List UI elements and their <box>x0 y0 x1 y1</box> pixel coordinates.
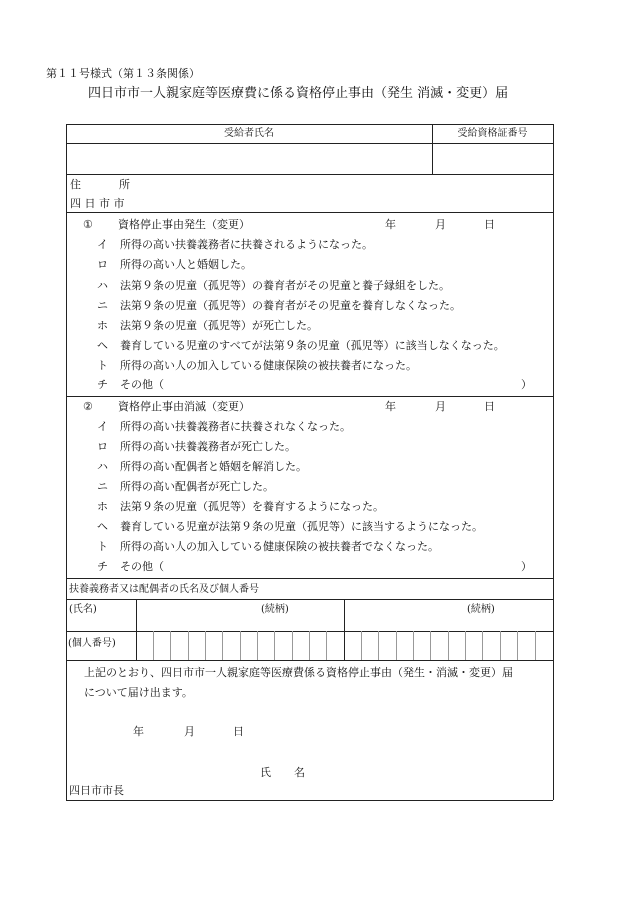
section2-item-text[interactable]: 養育している児童が法第９条の児童（孤児等）に該当するようになった。 <box>120 520 483 533</box>
section2-item-kana: ロ <box>97 440 108 453</box>
section2-item-kana: イ <box>97 420 108 433</box>
section2-item-kana: ホ <box>97 500 108 513</box>
section2-item-text[interactable]: その他（ <box>120 560 164 573</box>
section1-item-text[interactable]: 法第９条の児童（孤児等）が死亡した。 <box>120 319 318 332</box>
recipient-name-header: 受給者氏名 <box>224 128 274 139</box>
section1-item-kana: ニ <box>97 299 108 312</box>
applicant-name-field[interactable] <box>320 762 540 782</box>
recipient-number-header: 受給資格証番号 <box>457 128 528 139</box>
section2-item-text[interactable]: 所得の高い配偶者が死亡した。 <box>120 480 274 493</box>
section2-item-kana: ハ <box>97 460 108 473</box>
declaration-text-line2: について届け出ます。 <box>84 686 193 699</box>
section1-item-text[interactable]: 所得の高い人の加入している健康保険の被扶養者になった。 <box>120 359 417 372</box>
section2-year-label: 年 <box>385 400 396 413</box>
section2-item-kana: ヘ <box>97 520 108 533</box>
recipient-number-field[interactable] <box>433 144 552 173</box>
section2-item-kana: ニ <box>97 480 108 493</box>
supporter-1-name-field[interactable] <box>137 616 343 630</box>
section1-item-kana: ヘ <box>97 339 108 352</box>
supporter-heading: 扶養義務者又は配偶者の氏名及び個人番号 <box>69 584 259 595</box>
address-label-2: 所 <box>119 178 130 191</box>
declaration-year-label: 年 <box>133 725 144 738</box>
address-field[interactable] <box>140 176 550 210</box>
section2-item-text[interactable]: 所得の高い配偶者と婚姻を解消した。 <box>120 460 307 473</box>
addressee: 四日市市長 <box>69 784 124 797</box>
section1-item-text[interactable]: 所得の高い人と婚姻した。 <box>120 258 252 271</box>
section2-close-paren: ） <box>521 560 532 573</box>
form-number: 第１１号様式（第１３条関係） <box>46 67 200 80</box>
section2-title: 資格停止事由消滅（変更） <box>118 400 250 413</box>
section1-title: 資格停止事由発生（変更） <box>118 218 250 231</box>
section2-month-label: 月 <box>435 400 446 413</box>
section1-item-kana: イ <box>97 238 108 251</box>
supporter-2-name-field[interactable] <box>345 616 552 630</box>
address-city: 四 日 市 市 <box>70 197 125 210</box>
section2-item-kana: ト <box>97 540 108 553</box>
recipient-name-field[interactable] <box>67 144 431 173</box>
section2-item-text[interactable]: 所得の高い扶養義務者が死亡した。 <box>120 440 296 453</box>
section1-item-kana: ホ <box>97 319 108 332</box>
supporter-id-label: (個人番号) <box>68 638 116 649</box>
section1-month-label: 月 <box>435 218 446 231</box>
section2-day-label: 日 <box>484 400 495 413</box>
section2-marker: ② <box>83 400 93 413</box>
section1-item-text[interactable]: 所得の高い扶養義務者に扶養されるようになった。 <box>120 238 373 251</box>
supporter-relation-label-1: (続柄) <box>261 604 289 615</box>
section2-item-kana: チ <box>97 560 108 573</box>
section1-year-label: 年 <box>385 218 396 231</box>
section2-item-text[interactable]: 法第９条の児童（孤児等）を養育するようになった。 <box>120 500 384 513</box>
section1-day-label: 日 <box>484 218 495 231</box>
section1-marker: ① <box>83 218 93 231</box>
address-label-1: 住 <box>70 178 81 191</box>
declaration-day-label: 日 <box>233 725 244 738</box>
section1-item-text[interactable]: 法第９条の児童（孤児等）の養育者がその児童と養子縁組をした。 <box>120 279 450 292</box>
supporter-relation-label-2: (続柄) <box>467 604 495 615</box>
supporter-name-label: (氏名) <box>69 604 97 615</box>
applicant-name-label-2: 名 <box>294 766 305 779</box>
section1-item-text[interactable]: 養育している児童のすべてが法第９条の児童（孤児等）に該当しなくなった。 <box>120 339 505 352</box>
section2-item-text[interactable]: 所得の高い扶養義務者に扶養されなくなった。 <box>120 420 351 433</box>
form-title: 四日市市一人親家庭等医療費に係る資格停止事由（発生 消滅・変更）届 <box>88 86 509 101</box>
section1-item-kana: チ <box>97 378 108 391</box>
section1-close-paren: ） <box>521 378 532 391</box>
section1-item-text[interactable]: 法第９条の児童（孤児等）の養育者がその児童を養育しなくなった。 <box>120 299 461 312</box>
section1-item-text[interactable]: その他（ <box>120 378 164 391</box>
declaration-month-label: 月 <box>184 725 195 738</box>
section1-item-kana: ト <box>97 359 108 372</box>
section2-item-text[interactable]: 所得の高い人の加入している健康保険の被扶養者でなくなった。 <box>120 540 439 553</box>
applicant-name-label-1: 氏 <box>260 766 271 779</box>
declaration-text-line1: 上記のとおり、四日市市一人親家庭等医療費係る資格停止事由（発生・消滅・変更）届 <box>84 666 513 679</box>
section1-item-kana: ハ <box>97 279 108 292</box>
section1-item-kana: ロ <box>97 258 108 271</box>
